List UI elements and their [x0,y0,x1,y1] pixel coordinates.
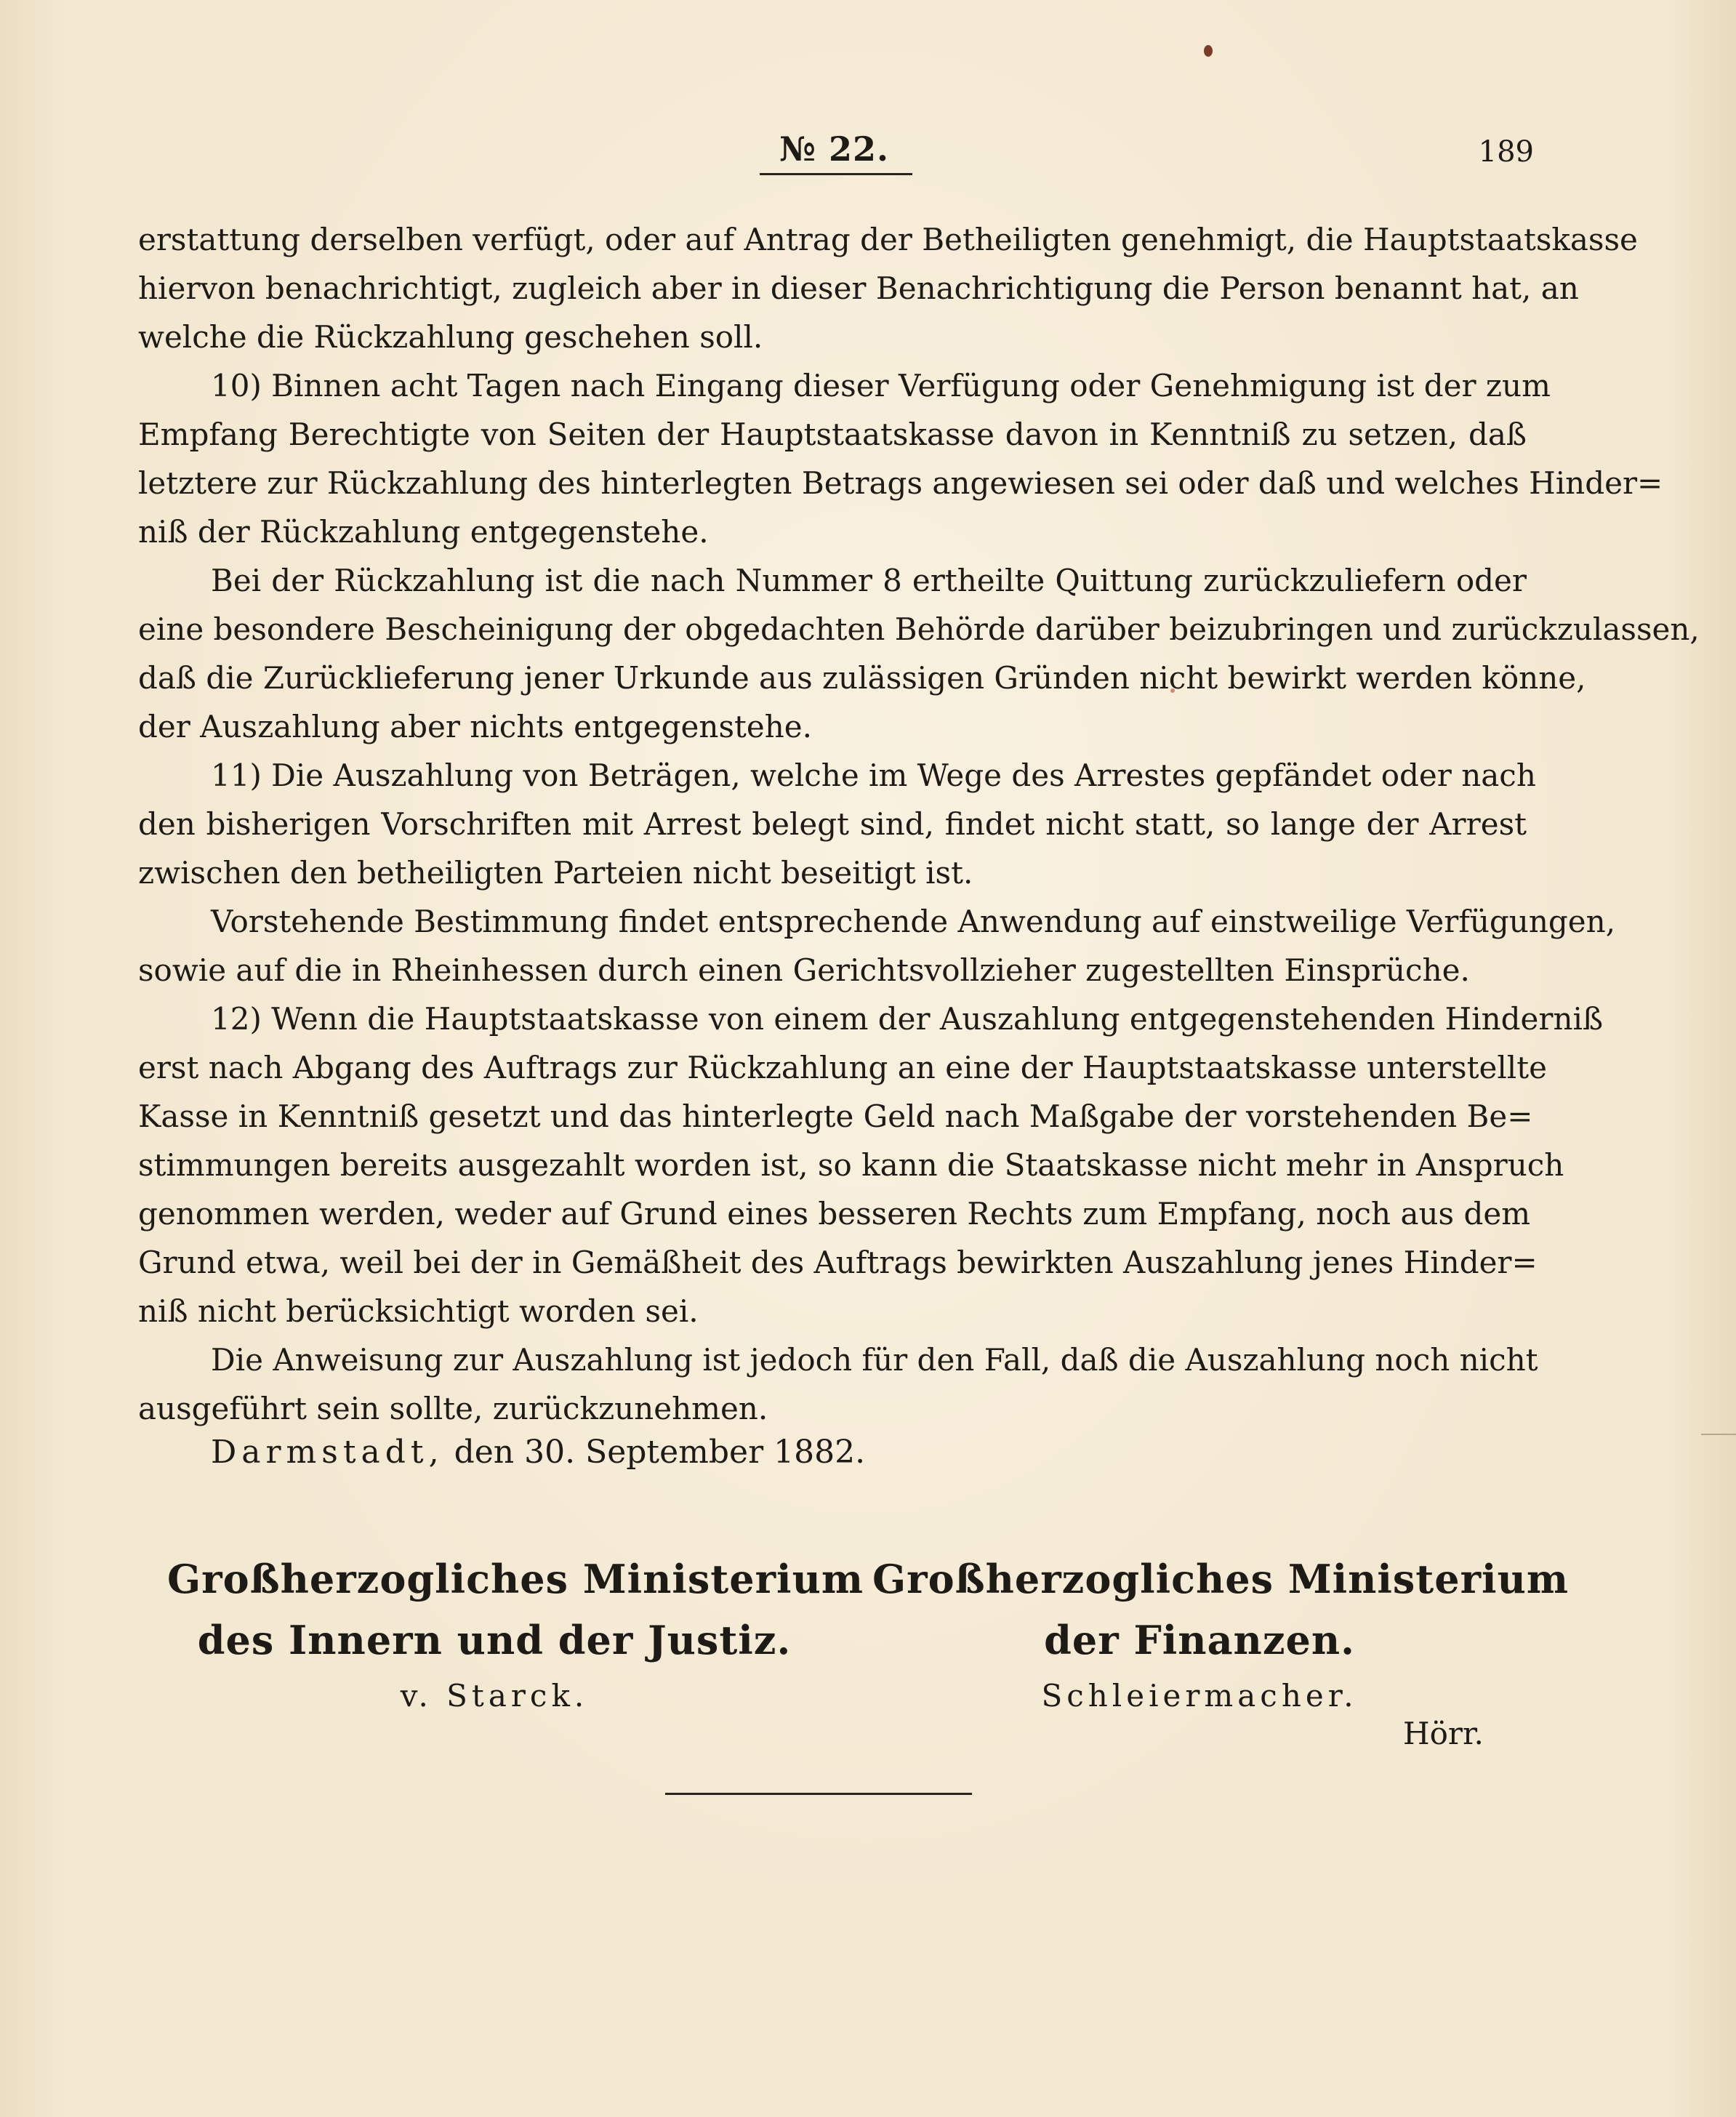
date-text: den 30. September 1882. [454,1434,866,1471]
text-line: daß die Zurücklieferung jener Urkunde aus zulässigen Gründen nicht bewirkt werden könne, [138,660,1586,696]
text-line: der Auszahlung aber nichts entgegenstehe. [138,709,812,744]
text-line: genommen werden, weder auf Grund eines besseren Rechts zum Empfang, noch aus dem [138,1196,1531,1232]
text-line: Empfang Berechtigte von Seiten der Hauptstaatskasse davon in Kenntniß zu setzen, daß [138,417,1527,452]
text-line: letztere zur Rückzahlung des hinterlegten Betrags angewiesen sei oder daß und welches Hinder= [138,465,1663,501]
text-line: 12) Wenn die Hauptstaatskasse von einem der Auszahlung entgegenstehenden Hinderniß [211,1001,1604,1037]
ministry-title: Großherzogliches Ministerium [872,1556,1569,1602]
signer-name: v. Starck. [400,1678,589,1714]
signature-block-interior-justice [167,1548,864,1722]
countersigner-name: Hörr. [1403,1716,1484,1751]
text-line: Bei der Rückzahlung ist die nach Nummer 8 ertheilte Quittung zurückzuliefern oder [211,563,1527,598]
place-and-date [211,1434,865,1471]
text-line: sowie auf die in Rheinhessen durch einen Gerichtsvollzieher zugestellten Einsprüche. [138,952,1470,988]
ministry-subtitle: des Innern und der Justiz. [197,1617,792,1663]
margin-mark [1701,1434,1736,1435]
signer-name: Schleiermacher. [1041,1678,1358,1714]
issue-number: № 22. [779,129,890,169]
ink-spot [1204,45,1213,57]
text-line: Grund etwa, weil bei der in Gemäßheit des Auftrags bewirkten Auszahlung jenes Hinder= [138,1245,1538,1280]
text-line: 11) Die Auszahlung von Beträgen, welche im Wege des Arrestes gepfändet oder nach [211,758,1536,793]
text-line: niß nicht berücksichtigt worden sei. [138,1293,699,1329]
signature-block-finance [872,1548,1569,1722]
text-line: zwischen den betheiligten Parteien nicht beseitigt ist. [138,855,973,891]
text-line: niß der Rückzahlung entgegenstehe. [138,514,709,550]
text-line: 10) Binnen acht Tagen nach Eingang dieser Verfügung oder Genehmigung ist der zum [211,368,1551,403]
text-line: Vorstehende Bestimmung findet entsprechende Anwendung auf einstweilige Verfügungen, [211,904,1616,939]
text-line: Die Anweisung zur Auszahlung ist jedoch für den Fall, daß die Auszahlung noch nicht [211,1342,1538,1378]
text-line: hiervon benachrichtigt, zugleich aber in dieser Benachrichtigung die Person benannt hat, an [138,270,1579,306]
text-line: stimmungen bereits ausgezahlt worden ist, so kann die Staatskasse nicht mehr in Anspruch [138,1147,1564,1183]
text-line: erstattung derselben verfügt, oder auf Antrag der Betheiligten genehmigt, die Hauptstaatskasse [138,222,1638,257]
body-text [138,215,1700,1433]
page-number: 189 [1478,135,1534,169]
text-line: eine besondere Bescheinigung der obgedachten Behörde darüber beizubringen und zurückzulassen, [138,611,1700,647]
text-line: erst nach Abgang des Auftrags zur Rückzahlung an eine der Hauptstaatskasse unterstellte [138,1050,1547,1085]
issue-underline [760,173,912,175]
closing-rule [665,1793,972,1795]
place-name: Darmstadt, [211,1434,444,1471]
text-line: Kasse in Kenntniß gesetzt und das hinterlegte Geld nach Maßgabe der vorstehenden Be= [138,1098,1533,1134]
ministry-title: Großherzogliches Ministerium [167,1556,864,1602]
text-line: den bisherigen Vorschriften mit Arrest belegt sind, findet nicht statt, so lange der Arrest [138,806,1527,842]
ministry-subtitle: der Finanzen. [1044,1617,1355,1663]
text-line: ausgeführt sein sollte, zurückzunehmen. [138,1391,768,1426]
text-line: welche die Rückzahlung geschehen soll. [138,319,763,355]
